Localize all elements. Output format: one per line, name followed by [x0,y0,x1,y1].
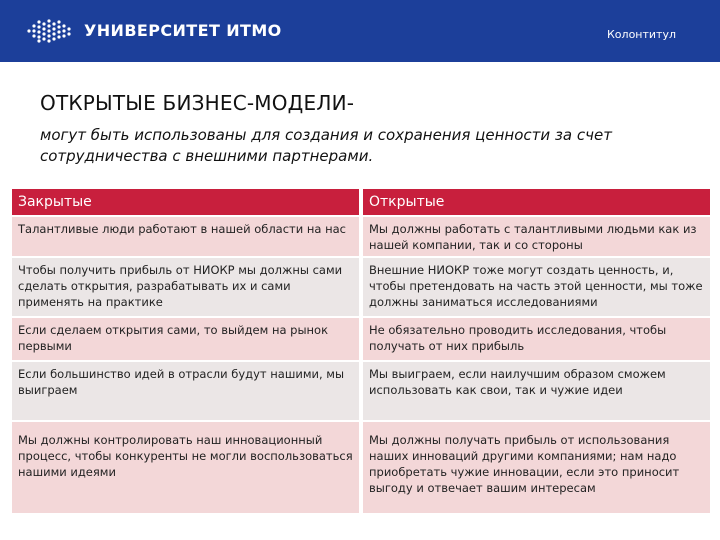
slide-title: ОТКРЫТЫЕ БИЗНЕС-МОДЕЛИ- [40,91,355,115]
cell-open: Не обязательно проводить исследования, чтобы получать от них прибыль [363,317,710,361]
table-row [12,317,710,361]
running-head: Колонтитул [607,28,676,41]
cell-open: Внешние НИОКР тоже могут создать ценность, и, чтобы претендовать на часть этой ценности, мы тоже должны заниматься исследованиями [363,257,710,317]
table-row [12,257,710,317]
cell-closed: Талантливые люди работают в нашей области на нас [12,216,359,257]
cell-closed: Если сделаем открытия сами, то выйдем на рынок первыми [12,317,359,361]
table-row [12,216,710,257]
comparison-table [12,187,710,513]
header-bar [0,0,720,62]
table-row [12,361,710,421]
cell-open: Мы должны работать с талантливыми людьми как из нашей компании, так и со стороны [363,216,710,257]
cell-closed: Чтобы получить прибыль от НИОКР мы должны сами сделать открытия, разрабатывать их и сами применять на практике [12,257,359,317]
table-header-row [12,188,710,216]
cell-closed: Мы должны контролировать наш инновационный процесс, чтобы конкуренты не могли воспользоваться нашими идеями [12,421,359,513]
slide-subtitle: могут быть использованы для создания и сохранения ценности за счет сотрудничества с внешними партнерами. [40,126,612,165]
table-row [12,421,710,513]
cell-open: Мы должны получать прибыль от использования наших инноваций другими компаниями; нам надо приобретать чужие инновации, если это приносит выгоду и отвечает вашим интересам [363,421,710,513]
header-closed: Закрытые [12,188,359,216]
cell-open: Мы выиграем, если наилучшим образом сможем использовать как свои, так и чужие идеи [363,361,710,421]
itmo-logo-icon [26,18,74,44]
brand-name: УНИВЕРСИТЕТ ИТМО [84,21,282,40]
cell-closed: Если большинство идей в отрасли будут нашими, мы выиграем [12,361,359,421]
header-open: Открытые [363,188,710,216]
